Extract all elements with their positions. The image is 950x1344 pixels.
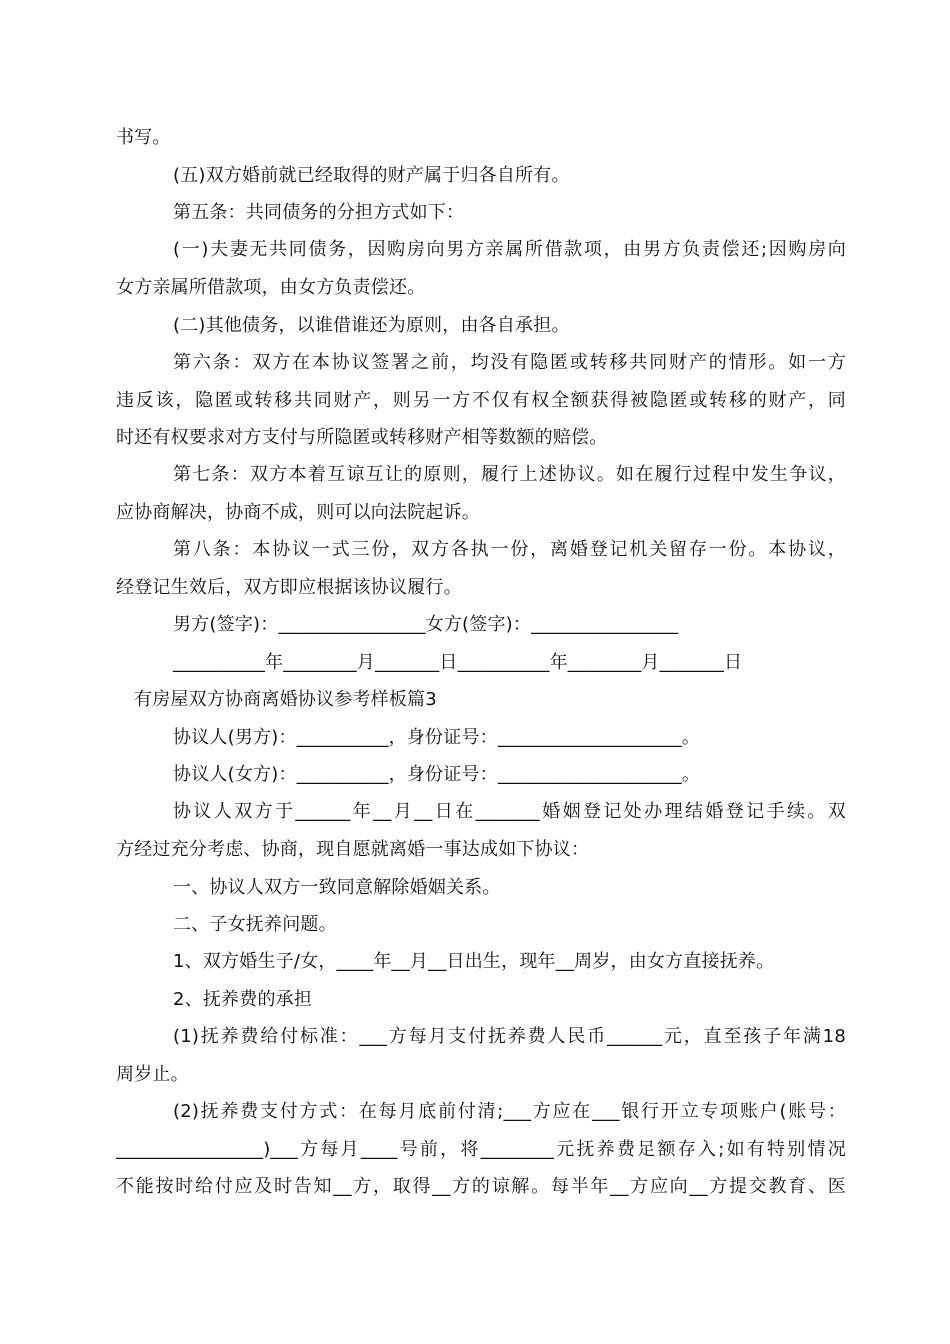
text-line: (五)双方婚前就已经取得的财产属于归各自所有。 bbox=[173, 165, 570, 186]
text-line: 1、双方婚生子/女，____年__月__日出生，现年__周岁，由女方直接抚养。 bbox=[173, 951, 775, 972]
text-line: 第五条：共同债务的分担方式如下： bbox=[173, 202, 465, 223]
text-line: 应协商解决，协商不成，则可以向法院起诉。 bbox=[116, 502, 480, 523]
section-title: 有房屋双方协商离婚协议参考样板篇3 bbox=[134, 689, 437, 710]
text-line: 方经过充分考虑、协商，现自愿就离婚一事达成如下协议： bbox=[116, 839, 590, 860]
text-line: 经登记生效后，双方即应根据该协议履行。 bbox=[116, 577, 462, 598]
text-line: 女方亲属所借款项，由女方负责偿还。 bbox=[116, 277, 426, 298]
text-line: 一、协议人双方一致同意解除婚姻关系。 bbox=[173, 877, 501, 898]
text-line: 时还有权要求对方支付与所隐匿或转移财产相等数额的赔偿。 bbox=[116, 427, 608, 448]
text-line: 书写。 bbox=[116, 127, 171, 148]
text-line: 二、子女抚养问题。 bbox=[173, 914, 337, 935]
text-line: (2)抚养费支付方式：在每月底前付清;___方应在___银行开立专项账户(账号： bbox=[173, 1101, 846, 1122]
text-line: 第八条：本协议一式三份，双方各执一份，离婚登记机关留存一份。本协议， bbox=[173, 539, 846, 560]
text-line: ________________)___方每月____号前，将________元抚养费足额存入;如有特别情况 bbox=[116, 1139, 846, 1160]
text-line: 不能按时给付应及时告知__方，取得__方的谅解。每半年__方应向__方提交教育、医 bbox=[116, 1176, 846, 1197]
text-line: 协议人双方于______年__月__日在_______婚姻登记处办理结婚登记手续。双 bbox=[173, 801, 846, 822]
text-line: 违反该，隐匿或转移共同财产，则另一方不仅有权全额获得被隐匿或转移的财产，同 bbox=[116, 390, 846, 411]
text-line: (二)其他债务，以谁借谁还为原则，由各自承担。 bbox=[173, 315, 570, 336]
text-line: 第七条：双方本着互谅互让的原则，履行上述协议。如在履行过程中发生争议， bbox=[173, 464, 846, 485]
text-line: 协议人(男方)：__________，身份证号：____________________。 bbox=[173, 727, 701, 748]
signature-line: 男方(签字)：________________女方(签字)：________________ bbox=[173, 614, 679, 635]
text-line: 2、抚养费的承担 bbox=[173, 989, 313, 1010]
date-line: __________年________月_______日__________年________月_______日 bbox=[173, 652, 743, 673]
text-line: (1)抚养费给付标准：___方每月支付抚养费人民币______元，直至孩子年满18 bbox=[173, 1026, 846, 1047]
text-line: 协议人(女方)：__________，身份证号：____________________。 bbox=[173, 764, 701, 785]
text-line: 第六条：双方在本协议签署之前，均没有隐匿或转移共同财产的情形。如一方 bbox=[173, 352, 846, 373]
text-line: 周岁止。 bbox=[116, 1064, 189, 1085]
text-line: (一)夫妻无共同债务，因购房向男方亲属所借款项，由男方负责偿还;因购房向 bbox=[173, 239, 846, 260]
